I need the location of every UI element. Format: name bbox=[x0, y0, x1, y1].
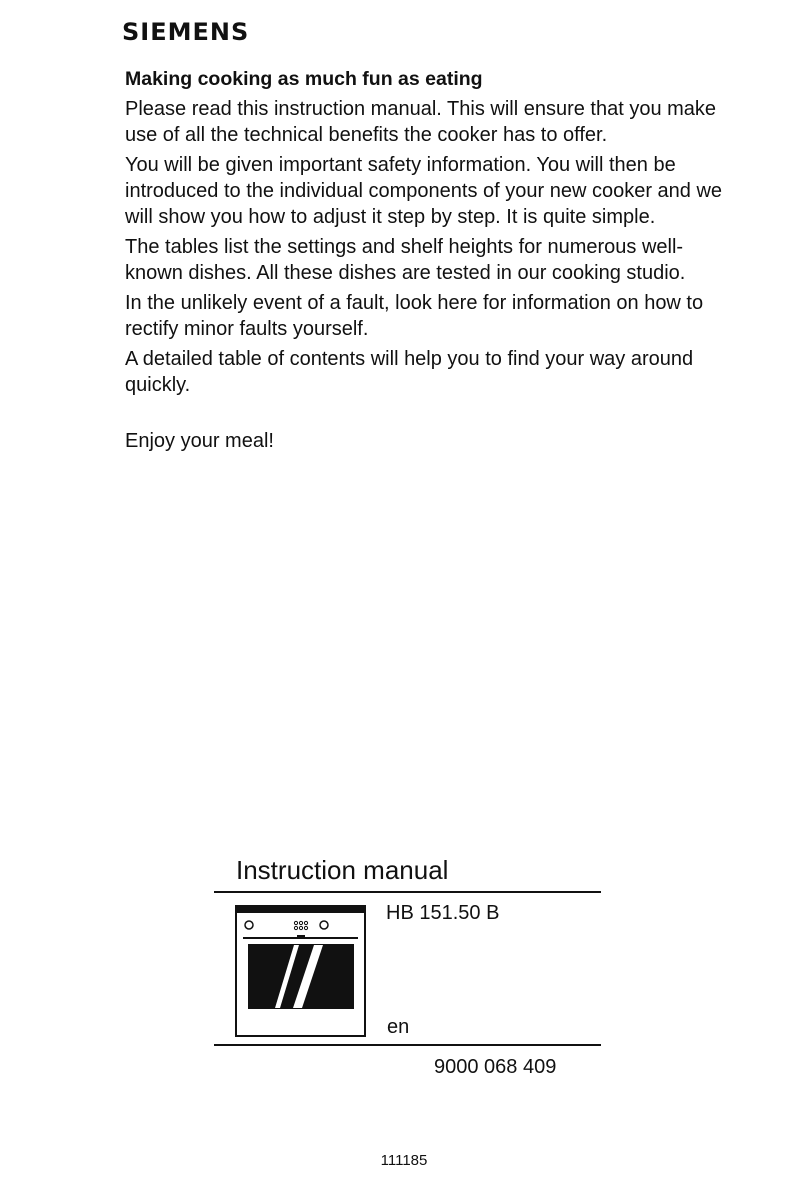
intro-paragraph: A detailed table of contents will help you to find your way around quickly. bbox=[125, 348, 694, 396]
intro-paragraph: In the unlikely event of a fault, look here for information on how to rectify minor faults yourself. bbox=[125, 292, 704, 340]
bottom-rule bbox=[214, 1044, 601, 1046]
intro-section bbox=[125, 66, 725, 458]
manual-title: Instruction manual bbox=[236, 855, 449, 885]
intro-closing: Enjoy your meal! bbox=[125, 430, 274, 452]
page-number: 111185 bbox=[380, 1152, 428, 1169]
part-number: 9000 068 409 bbox=[434, 1056, 557, 1078]
model-number: HB 151.50 B bbox=[386, 902, 500, 924]
intro-paragraph: The tables list the settings and shelf heights for numerous well-known dishes. All these dishes are tested in our cooking studio. bbox=[125, 236, 686, 284]
language-code: en bbox=[387, 1016, 410, 1038]
brand-logo: SIEMENS bbox=[122, 18, 250, 46]
intro-heading: Making cooking as much fun as eating bbox=[125, 68, 483, 90]
title-rule bbox=[214, 891, 601, 893]
intro-paragraph: Please read this instruction manual. This will ensure that you make use of all the technical benefits the cooker has to offer. bbox=[125, 98, 717, 146]
oven-icon bbox=[235, 905, 366, 1037]
intro-paragraph: You will be given important safety information. You will then be introduced to the individual components of your new cooker and we will show you how to adjust it step by step. It is quite simple. bbox=[125, 154, 723, 228]
